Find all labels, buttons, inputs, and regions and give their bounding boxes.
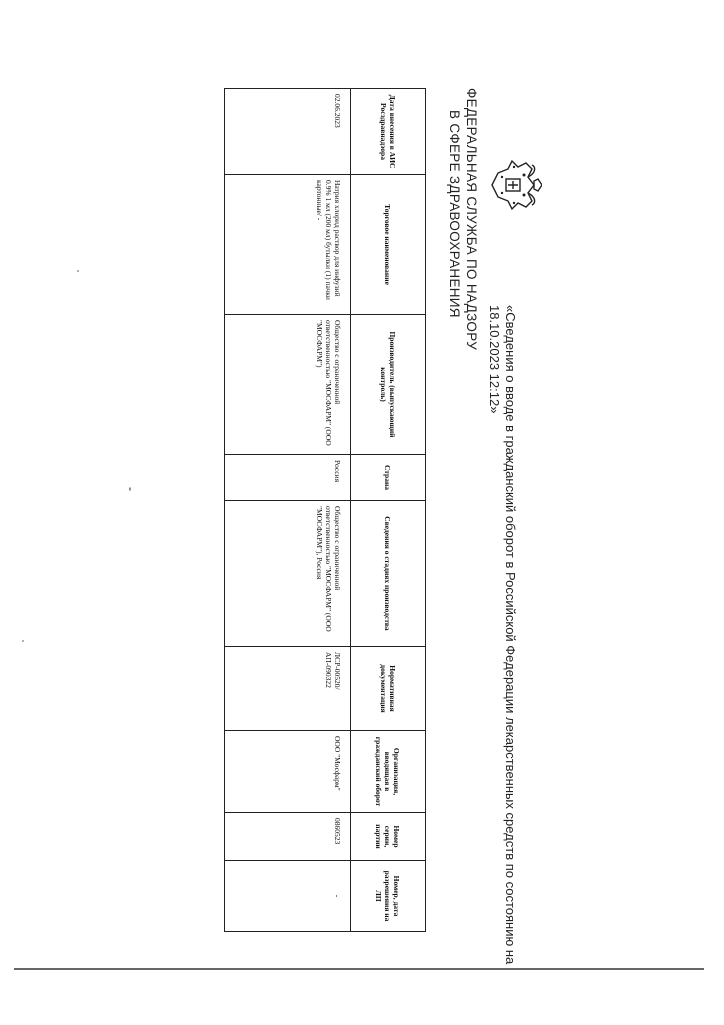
agency-name-line1: ФЕДЕРАЛЬНАЯ СЛУЖБА ПО НАДЗОРУ	[464, 88, 479, 351]
table-row	[225, 89, 351, 932]
cell-date: 02.06.2023	[225, 89, 351, 175]
column-header: Нормативная документация	[351, 647, 426, 731]
cell-normative-doc: ЛСР-00520/АП-090322	[225, 647, 351, 731]
column-header: Производитель (выпускающий контроль)	[351, 315, 426, 455]
column-header: Номер, дата разрешения на ЛП	[351, 861, 426, 932]
cell-manufacturer: Общество с ограниченной ответственностью "МОСФАРМ" (ООО "МОСФАРМ")	[225, 315, 351, 455]
column-header: Организация, вводящая в гражданский оборот	[351, 731, 426, 813]
cell-production-stages: Общество с ограниченной ответственностью "МОСФАРМ" (ООО "МОСФАРМ"), Россия	[225, 501, 351, 647]
column-header: Торговое наименование	[351, 175, 426, 315]
cell-organization: ООО "Мосфарм"	[225, 731, 351, 813]
scan-speck	[22, 640, 24, 642]
column-header: Номер серии, партии	[351, 813, 426, 861]
cell-country: Россия	[225, 455, 351, 501]
document-heading: «Сведения о вводе в гражданский оборот в Российской Федерации лекарственных средств по состоянию на 18.10.2023 12:12»	[487, 305, 518, 965]
stray-mark: -	[124, 487, 138, 491]
table-header-row	[351, 89, 426, 932]
agency-name	[446, 88, 480, 408]
cell-trade-name: Натрия хлорид раствор для инфузий 0.9% 1 мл (200 мл) бутылки (1) пачки картонные/ -	[225, 175, 351, 315]
drug-register-table	[224, 88, 426, 932]
cell-batch-number: 0860523	[225, 813, 351, 861]
double-headed-eagle-emblem-icon	[486, 155, 542, 215]
scan-edge-line	[14, 968, 704, 970]
column-header: Дата внесения в АИС Росздравнадзора	[351, 89, 426, 175]
cell-permit: -	[225, 861, 351, 932]
agency-name-line2: В СФЕРЕ ЗДРАВООХРАНЕНИЯ	[447, 110, 462, 318]
scan-speck	[77, 270, 79, 272]
column-header: Страна	[351, 455, 426, 501]
column-header: Сведения о стадиях производства	[351, 501, 426, 647]
